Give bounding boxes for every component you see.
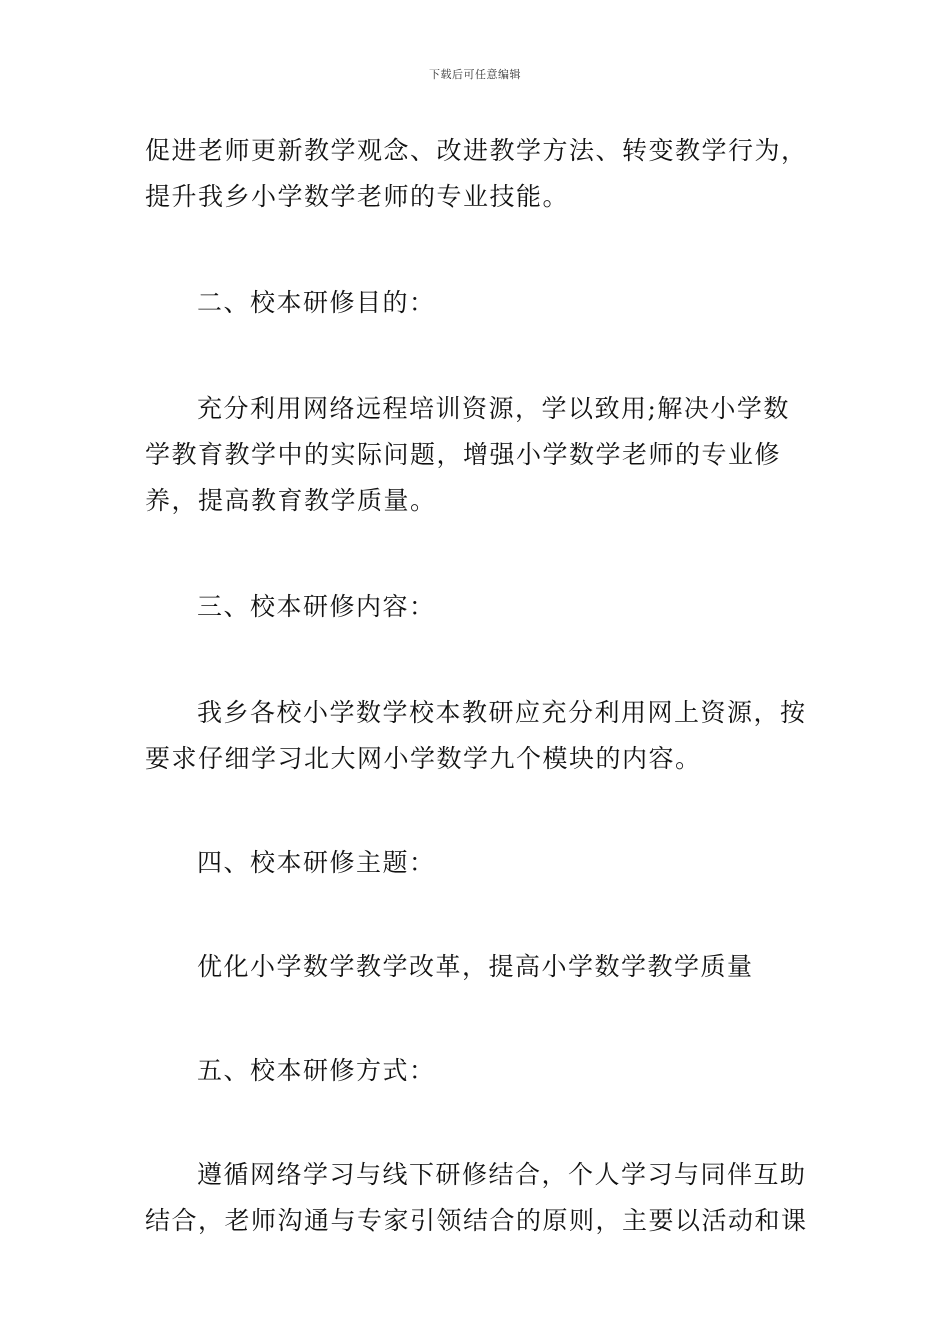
paragraph-content: 我乡各校小学数学校本教研应充分利用网上资源，按要求仔细学习北大网小学数学九个模块的内容。 — [145, 698, 807, 773]
paragraph-theme: 优化小学数学教学改革，提高小学数学教学质量 — [197, 952, 754, 981]
document-body — [145, 128, 810, 1244]
section-heading-method: 五、校本研修方式： — [197, 1056, 436, 1085]
paragraph-intro-continued: 促进老师更新教学观念、改进教学方法、转变教学行为，提升我乡小学数学老师的专业技能。 — [145, 136, 808, 211]
paragraph-purpose: 充分利用网络远程培训资源，学以致用;解决小学数学教育教学中的实际问题，增强小学数学老师的专业修养，提高教育教学质量。 — [145, 394, 790, 515]
paragraph-method: 遵循网络学习与线下研修结合，个人学习与同伴互助结合，老师沟通与专家引领结合的原则，主要以活动和课 — [145, 1160, 808, 1235]
header-note: 下载后可任意编辑 — [429, 68, 521, 81]
section-heading-theme: 四、校本研修主题： — [197, 848, 436, 877]
section-heading-content: 三、校本研修内容： — [197, 592, 436, 621]
section-heading-purpose: 二、校本研修目的： — [197, 288, 436, 317]
